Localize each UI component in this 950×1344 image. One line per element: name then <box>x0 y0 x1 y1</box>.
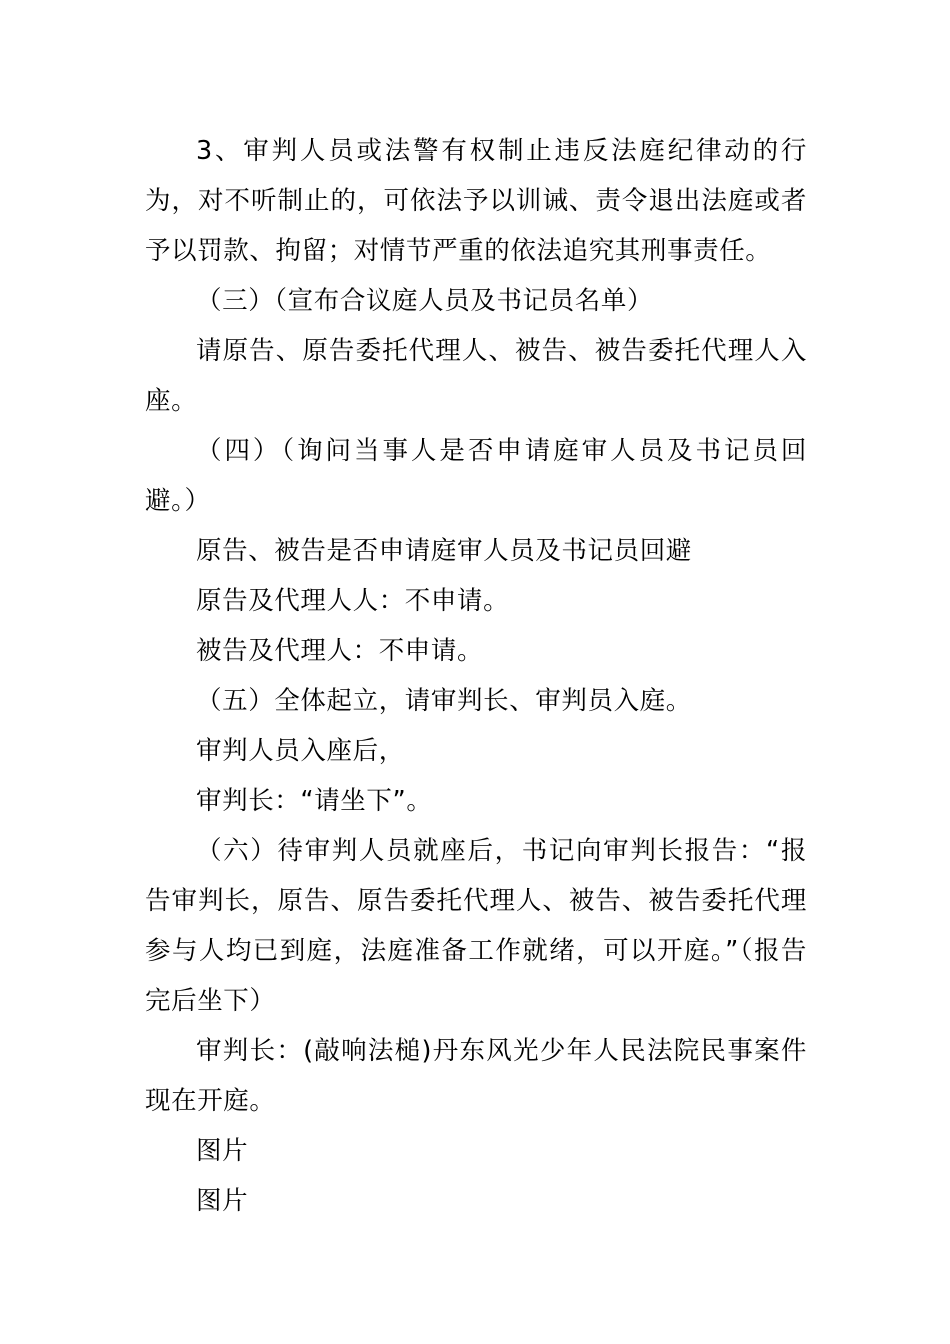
paragraph-judge-sit-down: 审判长：“请坐下”。 <box>196 786 433 816</box>
paragraph-section-4-heading: （四）（询问当事人是否申请庭审人员及书记员回避。） <box>145 436 807 516</box>
paragraph-section-5: （五）全体起立，请审判长、审判员入庭。 <box>196 686 692 716</box>
document-body <box>145 126 807 1226</box>
paragraph-section-6-report: （六）待审判人员就座后，书记向审判长报告：“报告审判长，原告、原告委托代理人、被告、被告委托代理参与人均已到庭，法庭准备工作就绪，可以开庭。”（报告完后坐下） <box>145 836 807 1016</box>
paragraph-defendant-answer: 被告及代理人：不申请。 <box>196 636 484 666</box>
paragraph-court-opening: 审判长：(敲响法槌)丹东风光少年人民法院民事案件现在开庭。 <box>145 1036 807 1116</box>
paragraph-plaintiff-answer: 原告及代理人人：不申请。 <box>196 586 510 616</box>
paragraph-rule-3: 3、审判人员或法警有权制止违反法庭纪律动的行为，对不听制止的，可依法予以训诫、责令退出法庭或者予以罚款、拘留；对情节严重的依法追究其刑事责任。 <box>145 136 807 266</box>
paragraph-seating-request: 请原告、原告委托代理人、被告、被告委托代理人入座。 <box>145 336 807 416</box>
paragraph-image-placeholder-1: 图片 <box>196 1136 249 1166</box>
paragraph-image-placeholder-2: 图片 <box>196 1186 249 1216</box>
paragraph-after-seating: 审判人员入座后， <box>196 736 405 766</box>
paragraph-section-3-heading: （三）（宣布合议庭人员及书记员名单） <box>196 286 654 316</box>
paragraph-recusal-question: 原告、被告是否申请庭审人员及书记员回避 <box>196 536 692 566</box>
